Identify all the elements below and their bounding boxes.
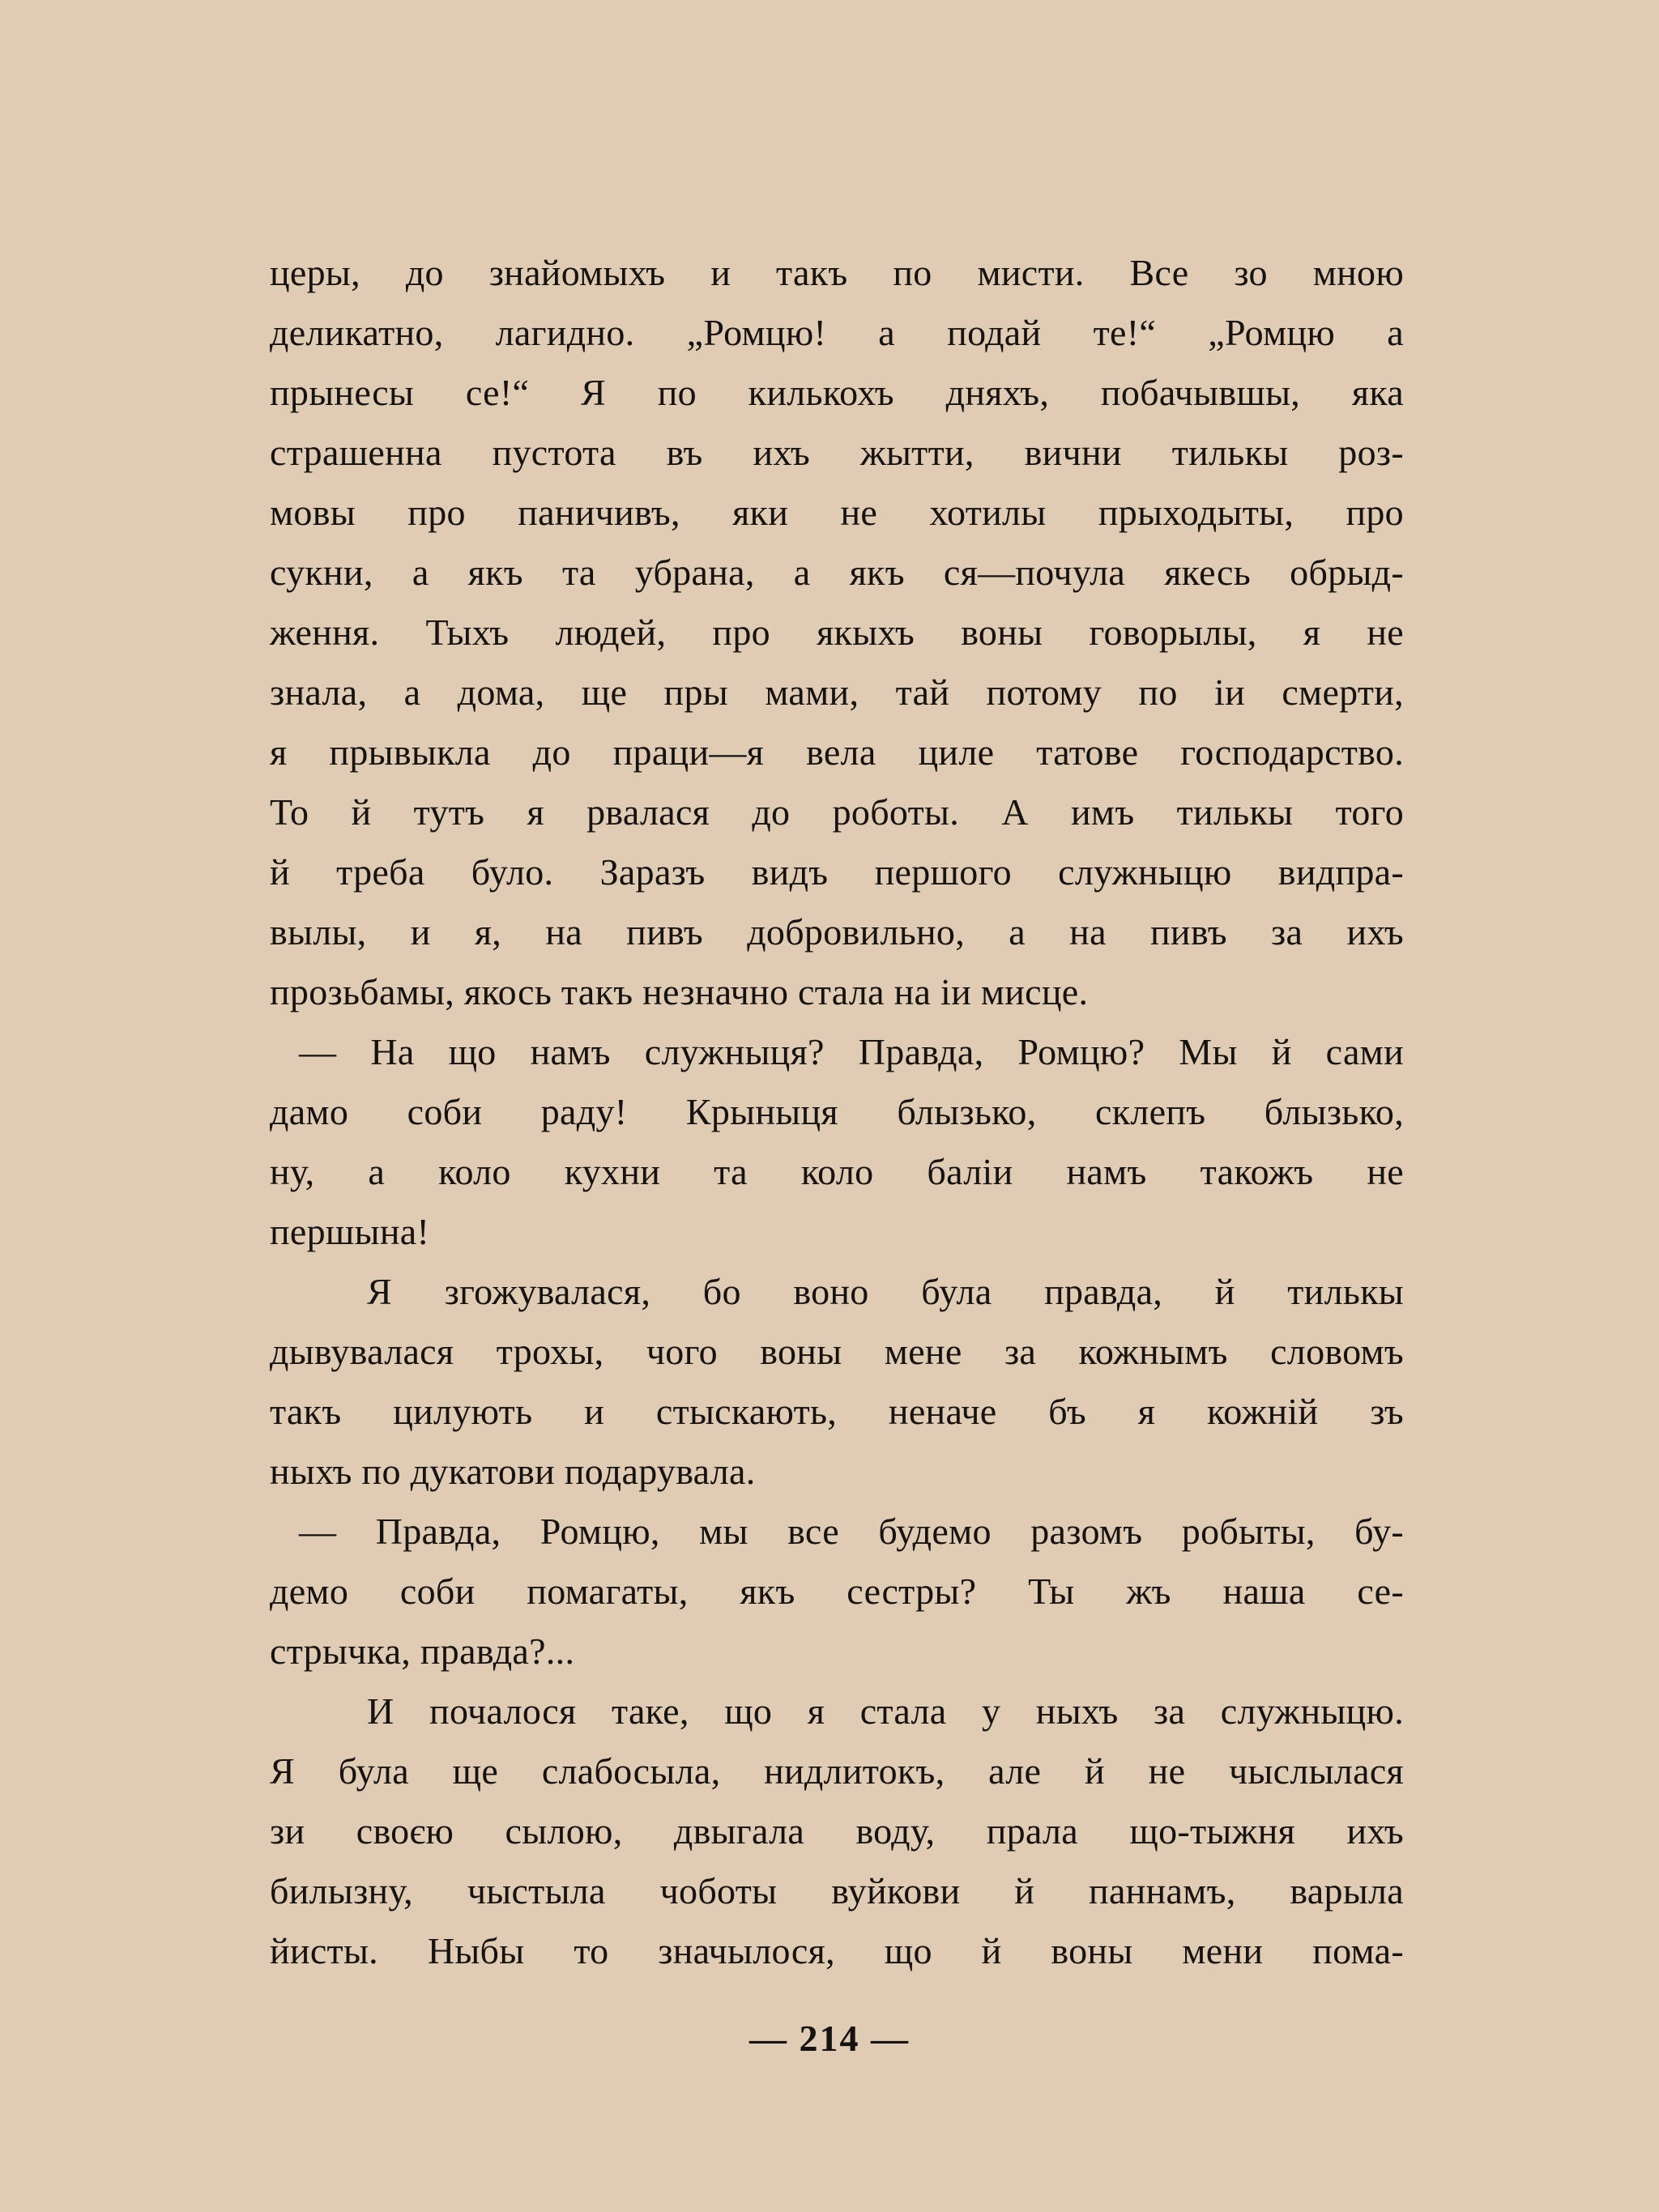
page-text <box>270 243 1404 1981</box>
text-line: дывувалася трохы, чого воны мене за кожнымъ словомъ <box>270 1331 1404 1372</box>
text-line: — Правда, Ромцю, мы все будемо разомъ робыты, бу- <box>299 1511 1404 1552</box>
text-line: страшенна пустота въ ихъ жытти, вични тилькы роз- <box>270 432 1404 473</box>
text-line: И почалося таке, що я стала у ныхъ за служныцю. <box>367 1690 1404 1732</box>
text-line: дамо соби раду! Крыныця блызько, склепъ блызько, <box>270 1091 1404 1132</box>
text-line: стрычка, правда?... <box>270 1630 575 1672</box>
text-line: зи своєю сылою, двыгала воду, прала що-тыжня ихъ <box>270 1810 1404 1852</box>
text-line: демо соби помагаты, якъ сестры? Ты жъ наша се- <box>270 1571 1404 1612</box>
text-line: церы, до знайомыхъ и такъ по мисти. Все зо мною <box>270 252 1404 293</box>
text-line: билызну, чыстыла чоботы вуйкови й паннамъ, варыла <box>270 1870 1404 1912</box>
text-line: ныхъ по дукатови подарувала. <box>270 1451 756 1492</box>
text-line: прынесы се!“ Я по килькохъ дняхъ, побачывшы, яка <box>270 372 1404 413</box>
text-line: ження. Тыхъ людей, про якыхъ воны говорылы, я не <box>270 612 1404 653</box>
text-line: ну, а коло кухни та коло баліи намъ такожъ не <box>270 1151 1404 1192</box>
text-line: деликатно, лагидно. „Ромцю! а подай те!“ „Ромцю а <box>270 312 1404 353</box>
text-line: йисты. Ныбы то значылося, що й воны мени пома- <box>270 1930 1404 1971</box>
text-line: й треба було. Заразъ видъ першого служныцю видпра- <box>270 851 1404 893</box>
text-line: першына! <box>270 1211 430 1252</box>
text-line: прозьбамы, якось такъ незначно стала на іи мисце. <box>270 971 1089 1012</box>
text-line: сукни, а якъ та убрана, а якъ ся—почула якесь обрыд- <box>270 552 1404 593</box>
text-line: Я була ще слабосыла, нидлитокъ, але й не чыслылася <box>270 1750 1404 1792</box>
page-number: — 214 — <box>749 2018 910 2059</box>
text-line: вылы, и я, на пивъ добровильно, а на пивъ за ихъ <box>270 911 1404 953</box>
text-line: — На що намъ служныця? Правда, Ромцю? Мы й сами <box>299 1031 1404 1072</box>
text-line: знала, а дома, ще пры мами, тай потому по іи смерти, <box>270 671 1404 713</box>
text-line: такъ цилують и стыскають, неначе бъ я кожній зъ <box>270 1391 1404 1432</box>
text-line: То й тутъ я рвалася до роботы. А имъ тилькы того <box>270 791 1404 833</box>
text-line: я прывыкла до праци—я вела циле татове господарство. <box>270 731 1404 773</box>
text-line: мовы про паничивъ, яки не хотилы прыходыты, про <box>270 492 1404 533</box>
text-line: Я згожувалася, бо воно була правда, й тилькы <box>367 1271 1404 1312</box>
